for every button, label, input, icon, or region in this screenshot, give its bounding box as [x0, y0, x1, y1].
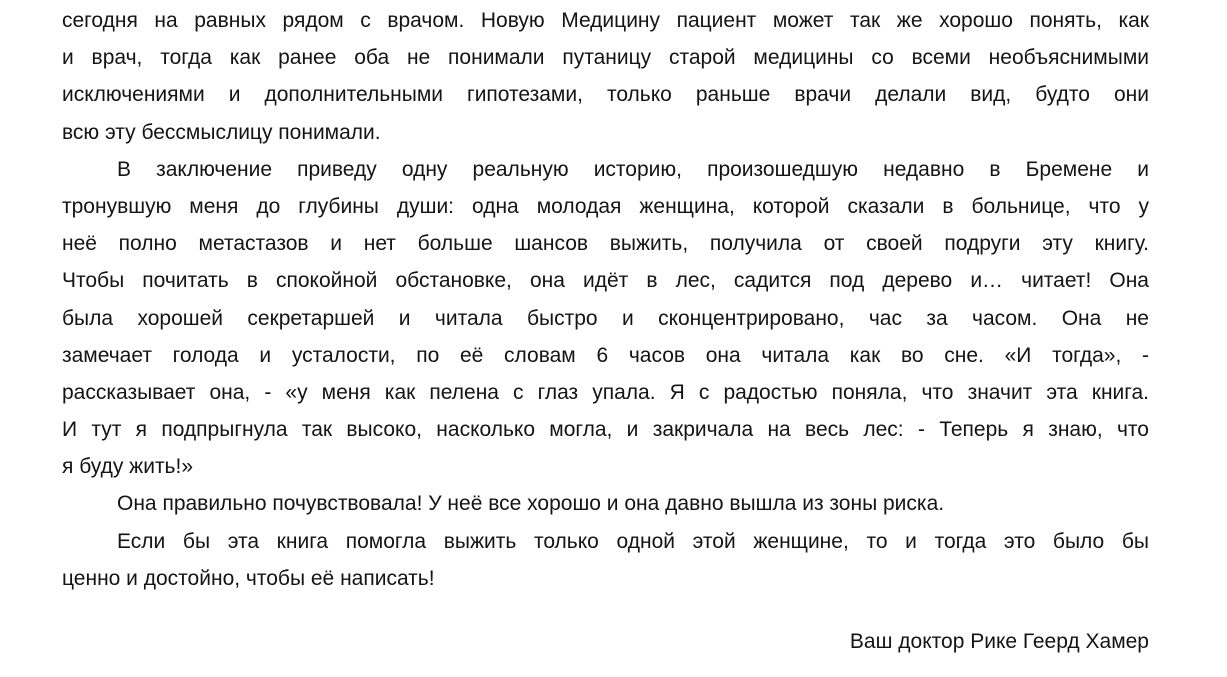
text-line: всю эту бессмыслицу понимали.	[62, 120, 381, 144]
text-line: рассказывает она, - «у меня как пелена с глаз упала. Я с радостью поняла, что значит эта книга.	[62, 380, 1149, 404]
text-line: Она правильно почувствовала! У неё все хорошо и она давно вышла из зоны риска.	[117, 492, 945, 516]
text-line: Если бы эта книга помогла выжить только одной этой женщине, то и тогда это было бы	[117, 529, 1149, 553]
text-line: ценно и достойно, чтобы её написать!	[62, 566, 435, 590]
text-line: неё полно метастазов и нет больше шансов выжить, получила от своей подруги эту книгу.	[62, 232, 1149, 256]
text-line: Чтобы почитать в спокойной обстановке, она идёт в лес, садится под дерево и… читает! Она	[62, 269, 1149, 293]
signature-line: Ваш доктор Рике Геерд Хамер	[849, 630, 1149, 653]
text-line: тронувшую меня до глубины души: одна молодая женщина, которой сказали в больнице, что у	[62, 194, 1149, 218]
text-line: замечает голода и усталости, по её словам 6 часов она читала как во сне. «И тогда», -	[62, 343, 1149, 367]
text-line: И тут я подпрыгнула так высоко, насколько могла, и закричала на весь лес: - Теперь я знаю, что	[62, 418, 1149, 442]
text-line: исключениями и дополнительными гипотезами, только раньше врачи делали вид, будто они	[62, 83, 1149, 107]
text-line: я буду жить!»	[62, 455, 194, 479]
text-line: и врач, тогда как ранее оба не понимали путаницу старой медицины со всеми необъяснимыми	[62, 46, 1149, 70]
text-line: была хорошей секретаршей и читала быстро и сконцентрировано, час за часом. Она не	[62, 306, 1149, 330]
text-line: сегодня на равных рядом с врачом. Новую Медицину пациент может так же хорошо понять, как	[62, 9, 1149, 32]
text-line: В заключение приведу одну реальную историю, произошедшую недавно в Бремене и	[117, 157, 1149, 181]
